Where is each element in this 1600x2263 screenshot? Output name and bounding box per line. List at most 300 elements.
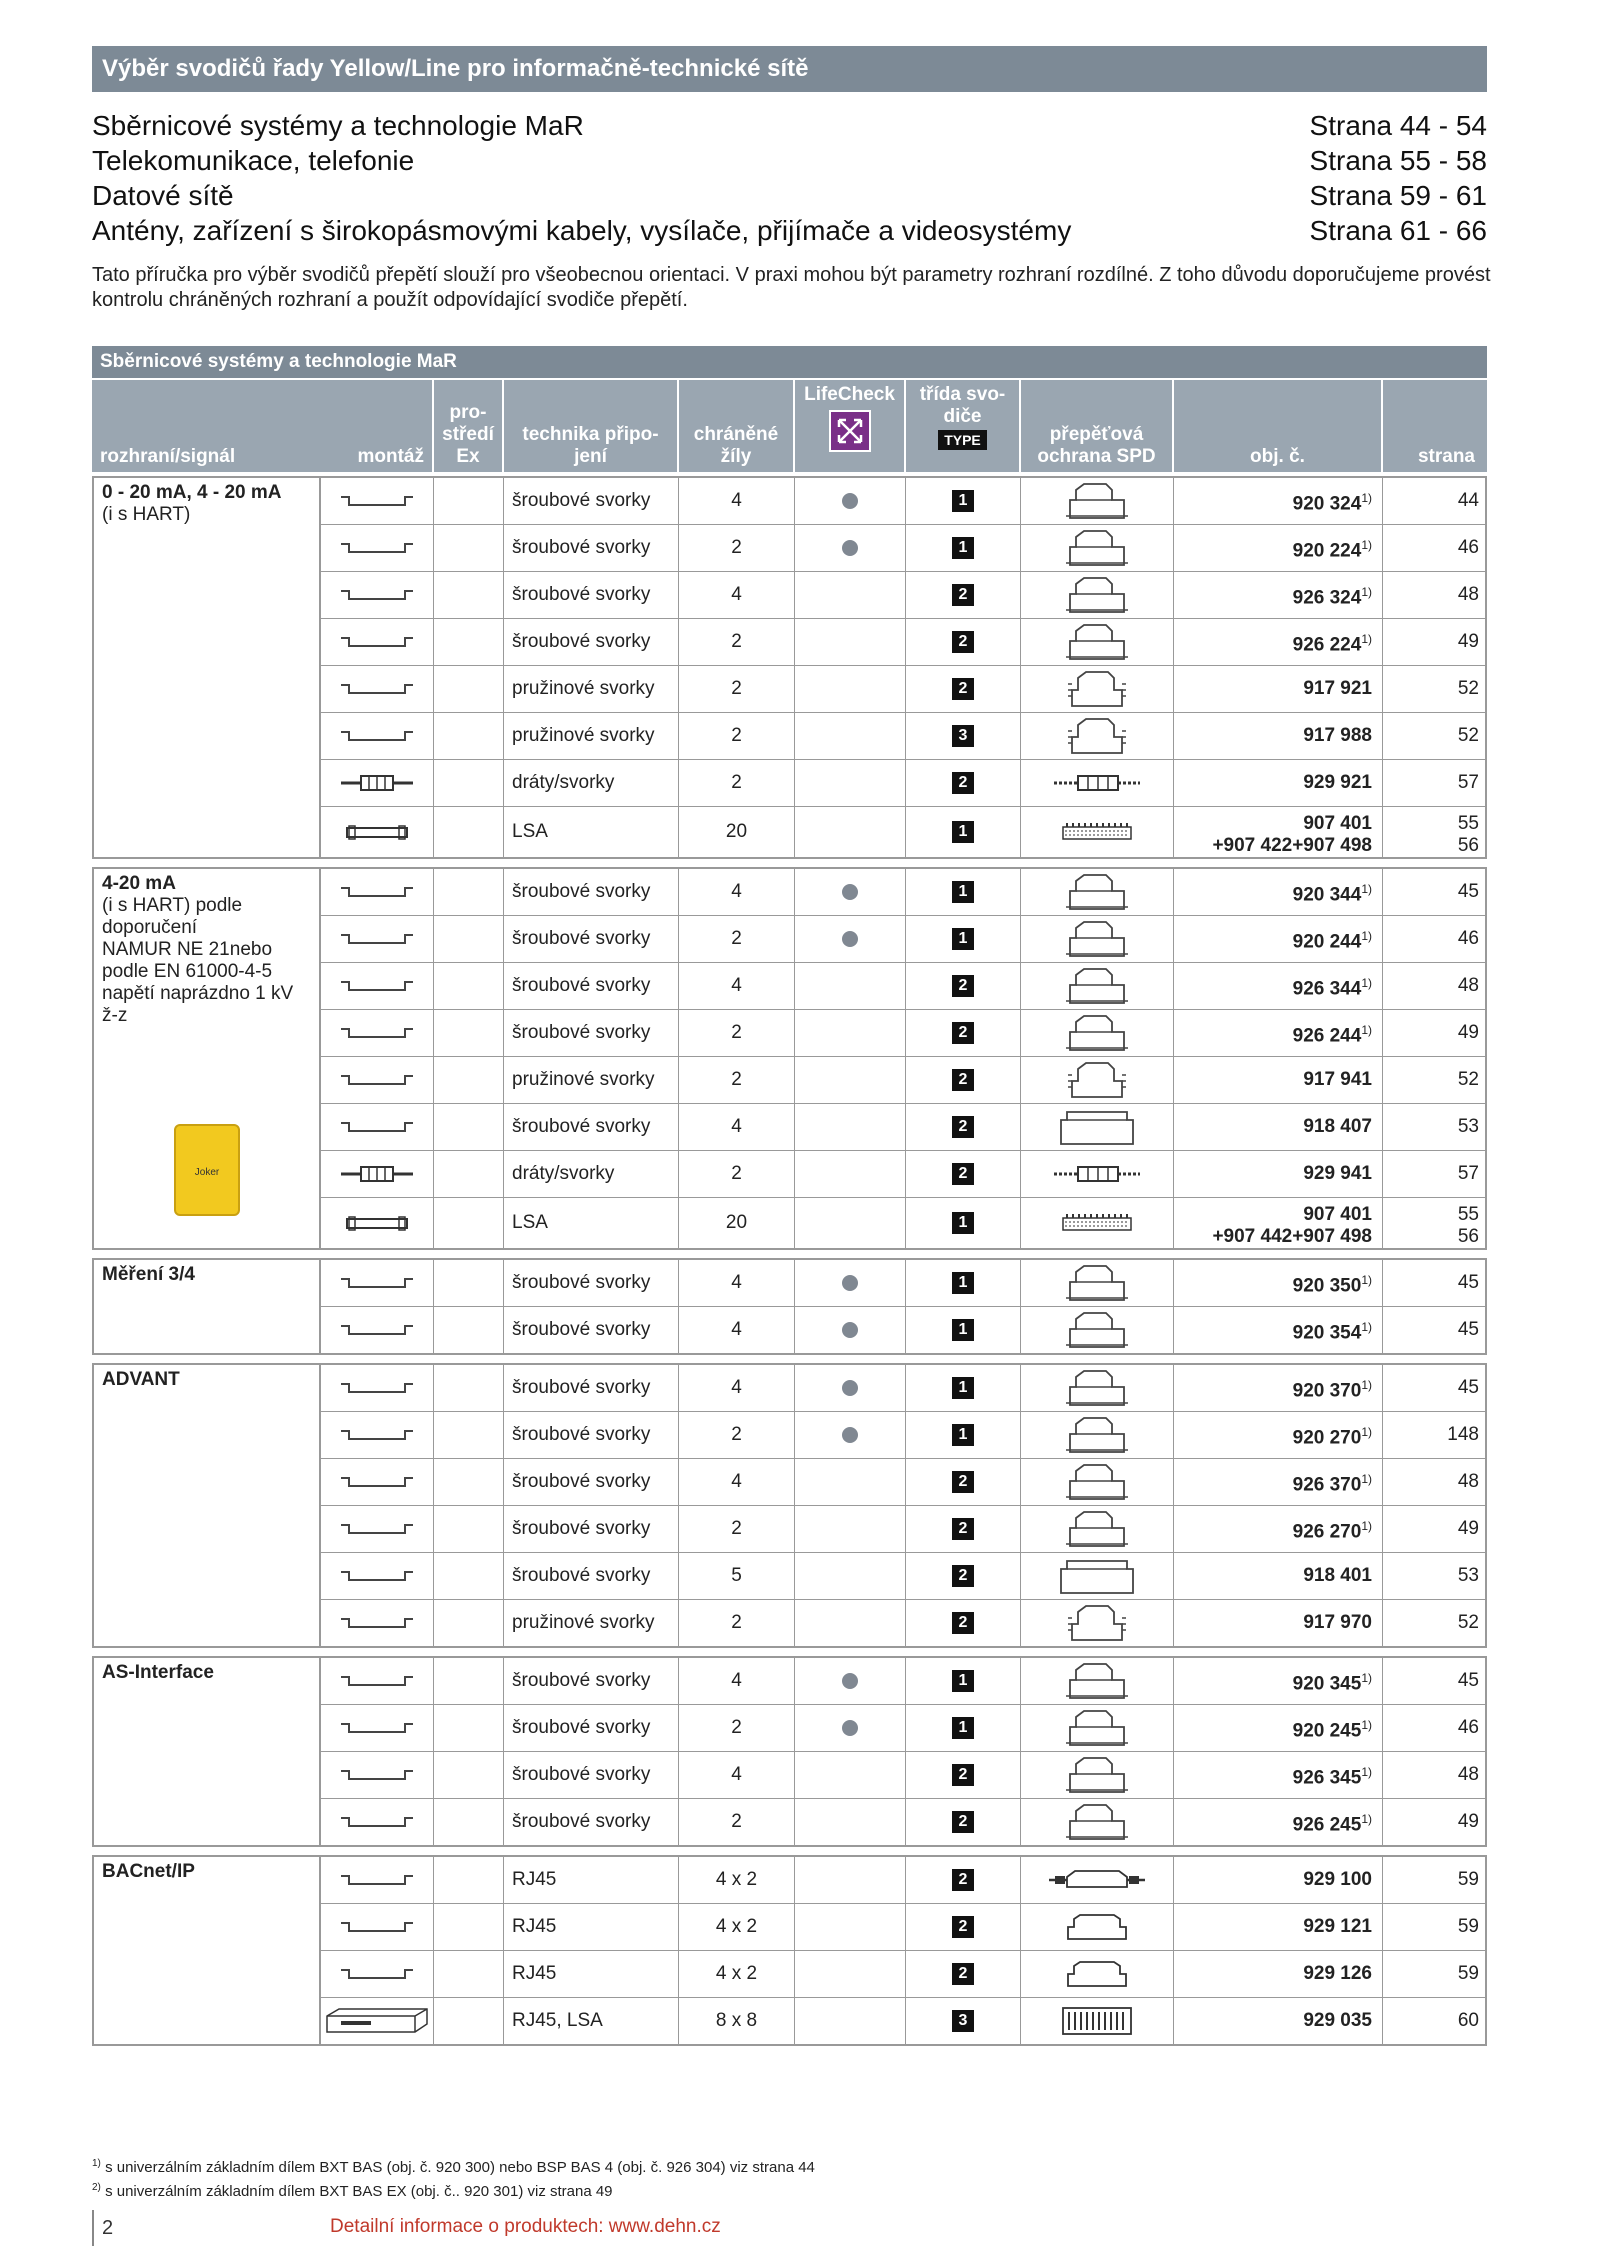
wires-cell: 4 [679,1365,795,1411]
class-cell [906,1752,1021,1798]
header-lifecheck: LifeCheck [793,380,904,472]
class-cell [906,525,1021,571]
class-cell [906,1412,1021,1458]
page-ref: 49 [1457,631,1479,652]
mounting-rail-icon [321,1010,434,1056]
article-footnote-mark: 1) [1361,1471,1372,1486]
wires-cell: 2 [679,666,795,712]
page-cell [1383,1365,1485,1411]
article-cell [1174,1412,1383,1458]
header-class: třída svo- diče TYPE [904,380,1019,472]
group-label [94,1857,321,2044]
class-badge: 2 [952,975,974,997]
article-cell [1174,869,1383,915]
wires-cell: 4 [679,572,795,618]
article-number: 929 100 [1303,1869,1372,1890]
article-number: 926 270 [1292,1521,1362,1543]
toc-pages: Strana 44 - 54 [1309,110,1487,141]
page-cell [1383,1998,1485,2044]
header-technique: technika připo- jení [502,380,677,472]
article-number: 929 126 [1303,1963,1372,1984]
lifecheck-dot-icon [842,1720,858,1736]
page-ref: 52 [1457,725,1479,746]
page-cell [1383,869,1485,915]
table-row [321,1752,1485,1799]
ex-cell [434,1658,504,1704]
class-badge: 2 [952,1116,974,1138]
spd-spring-icon [1021,666,1174,712]
wires-cell: 4 [679,1104,795,1150]
article-footnote-mark: 1) [1361,1670,1372,1685]
article-footnote-mark: 1) [1361,490,1372,505]
mounting-rail-icon [321,1553,434,1599]
page-cell [1383,1600,1485,1646]
lifecheck-cell [795,1104,906,1150]
mounting-rail-icon [321,713,434,759]
article-number: 920 350 [1292,1275,1362,1297]
article-number: 917 921 [1303,678,1372,699]
group-label-main: ADVANT [102,1369,180,1390]
page-cell [1383,666,1485,712]
article-cell [1174,1951,1383,1997]
table-row [321,916,1485,963]
table-row [321,713,1485,760]
wires-cell: 2 [679,916,795,962]
table-row [321,1151,1485,1198]
page-ref: 59 [1457,1916,1479,1937]
lifecheck-cell [795,916,906,962]
class-badge: 2 [952,1518,974,1540]
mounting-lsa-icon [321,1198,434,1248]
footnotes [92,2154,815,2202]
article-cell [1174,1010,1383,1056]
mounting-rail-icon [321,1600,434,1646]
table-group [92,1258,1487,1355]
article-number: 920 245 [1292,1720,1362,1742]
spd-blk-icon [1021,1658,1174,1704]
footnote-mark: 1) [92,2158,101,2169]
class-badge: 2 [952,1869,974,1891]
ex-cell [434,1459,504,1505]
page-ref: 45 [1457,1319,1479,1340]
technique-cell: šroubové svorky [504,1365,679,1411]
footnote [92,2178,815,2202]
article-number: 926 324 [1292,587,1362,609]
page-ref: 48 [1457,975,1479,996]
spd-blk-icon [1021,1307,1174,1353]
ex-cell [434,1998,504,2044]
class-cell [906,1600,1021,1646]
mounting-wire-icon [321,1151,434,1197]
page-cell [1383,1412,1485,1458]
article-number: 929 921 [1303,772,1372,793]
mounting-rail-icon [321,572,434,618]
technique-cell: pružinové svorky [504,713,679,759]
spd-blk-icon [1021,1799,1174,1845]
technique-cell: šroubové svorky [504,572,679,618]
spd-blk-icon [1021,478,1174,524]
class-cell [906,619,1021,665]
table-row [321,760,1485,807]
page-cell [1383,760,1485,806]
article-number: 920 244 [1292,931,1362,953]
spd-rjbox-icon [1021,1904,1174,1950]
table-group [92,1855,1487,2046]
article-number: 917 941 [1303,1069,1372,1090]
lifecheck-cell [795,1658,906,1704]
article-number-extra: +907 422+907 498 [1212,835,1372,856]
technique-cell: šroubové svorky [504,619,679,665]
class-badge: 2 [952,1069,974,1091]
group-label-main: 0 - 20 mA, 4 - 20 mA [102,482,282,503]
page-ref: 45 [1457,881,1479,902]
class-badge: 1 [952,1424,974,1446]
class-cell [906,807,1021,857]
lifecheck-cell [795,807,906,857]
class-cell [906,916,1021,962]
wires-cell: 2 [679,1600,795,1646]
article-cell [1174,1600,1383,1646]
page-cell [1383,1857,1485,1903]
article-cell [1174,807,1383,857]
article-number: 929 121 [1303,1916,1372,1937]
article-cell [1174,1506,1383,1552]
ex-cell [434,1151,504,1197]
spd-wide-icon [1021,1553,1174,1599]
spd-inline-icon [1021,760,1174,806]
mounting-rail-icon [321,1904,434,1950]
page-cell [1383,1010,1485,1056]
spd-blk-icon [1021,916,1174,962]
page-ref: 45 [1457,1272,1479,1293]
article-number: 926 244 [1292,1025,1362,1047]
class-badge: 2 [952,1612,974,1634]
article-cell [1174,572,1383,618]
mounting-rail-icon [321,1799,434,1845]
lifecheck-dot-icon [842,931,858,947]
wires-cell: 4 x 2 [679,1951,795,1997]
lifecheck-cell [795,1365,906,1411]
mounting-rail-icon [321,1951,434,1997]
technique-cell: šroubové svorky [504,1506,679,1552]
spd-blk-icon [1021,1705,1174,1751]
table-row [321,1658,1485,1705]
mounting-rail-icon [321,1057,434,1103]
class-badge: 2 [952,1811,974,1833]
type-badge: TYPE [938,430,987,450]
technique-cell: šroubové svorky [504,525,679,571]
lifecheck-dot-icon [842,1275,858,1291]
article-cell [1174,666,1383,712]
class-cell [906,572,1021,618]
table-row [321,1904,1485,1951]
class-badge: 1 [952,1377,974,1399]
ex-cell [434,1260,504,1306]
page-ref: 44 [1457,490,1479,511]
mounting-rail-icon [321,1459,434,1505]
page-ref: 52 [1457,678,1479,699]
article-cell [1174,525,1383,571]
article-cell [1174,1104,1383,1150]
article-cell [1174,916,1383,962]
toc-label: Antény, zařízení s širokopásmovými kabely, vysílače, přijímače a videosystémy [92,215,1072,246]
mounting-rail-icon [321,619,434,665]
article-cell [1174,1553,1383,1599]
article-footnote-mark: 1) [1361,1424,1372,1439]
article-cell [1174,1459,1383,1505]
spd-blk-icon [1021,1010,1174,1056]
table-row [321,1412,1485,1459]
ex-cell [434,1799,504,1845]
lifecheck-cell [795,666,906,712]
table-row [321,1010,1485,1057]
wires-cell: 4 [679,963,795,1009]
lifecheck-cell [795,1307,906,1353]
page-cell [1383,1307,1485,1353]
ex-cell [434,525,504,571]
lifecheck-cell [795,1705,906,1751]
article-cell [1174,1365,1383,1411]
ex-cell [434,1904,504,1950]
lifecheck-cell [795,1506,906,1552]
page-cell [1383,1799,1485,1845]
page-ref: 46 [1457,1717,1479,1738]
mounting-rail-icon [321,1260,434,1306]
class-badge: 2 [952,1916,974,1938]
spd-rj-icon [1021,1857,1174,1903]
article-footnote-mark: 1) [1361,1319,1372,1334]
article-footnote-mark: 1) [1361,1764,1372,1779]
mounting-rail-icon [321,1412,434,1458]
spd-patch-icon [1021,1998,1174,2044]
ex-cell [434,666,504,712]
class-cell [906,1658,1021,1704]
wires-cell: 8 x 8 [679,1998,795,2044]
footnote-text: s univerzálním základním dílem BXT BAS (obj. č. 920 300) nebo BSP BAS 4 (obj. č. 926 304) viz strana 44 [105,2159,815,2176]
technique-cell: šroubové svorky [504,1104,679,1150]
lifecheck-cell [795,1857,906,1903]
lifecheck-cell [795,1459,906,1505]
lifecheck-dot-icon [842,1322,858,1338]
class-cell [906,1553,1021,1599]
article-number: 920 324 [1292,493,1362,515]
class-badge: 2 [952,1764,974,1786]
wires-cell: 4 [679,1260,795,1306]
ex-cell [434,478,504,524]
wires-cell: 4 x 2 [679,1904,795,1950]
footer-link[interactable]: Detailní informace o produktech: www.dehn.cz [330,2216,721,2237]
mounting-rail-icon [321,1365,434,1411]
lifecheck-dot-icon [842,1427,858,1443]
mounting-rail-icon [321,1705,434,1751]
ex-cell [434,916,504,962]
spd-wide-icon [1021,1104,1174,1150]
table-row [321,1104,1485,1151]
page-cell [1383,1198,1485,1248]
page-number: 2 [92,2210,113,2246]
lifecheck-cell [795,1412,906,1458]
page-ref: 55 [1457,813,1479,834]
ex-cell [434,1752,504,1798]
toc-label: Datové sítě [92,180,234,211]
technique-cell: šroubové svorky [504,1658,679,1704]
lifecheck-cell [795,619,906,665]
class-cell [906,1365,1021,1411]
spd-lsa-icon [1021,807,1174,857]
class-cell [906,1857,1021,1903]
page-ref: 55 [1457,1204,1479,1225]
article-cell [1174,713,1383,759]
table-row [321,1260,1485,1307]
class-cell [906,760,1021,806]
page-ref: 45 [1457,1377,1479,1398]
page-ref: 57 [1457,1163,1479,1184]
ex-cell [434,869,504,915]
table-row [321,1198,1485,1248]
table-header [92,378,1487,472]
mounting-rail-icon [321,525,434,571]
page-cell [1383,572,1485,618]
class-cell [906,1104,1021,1150]
page-ref: 46 [1457,537,1479,558]
page-ref: 53 [1457,1565,1479,1586]
lifecheck-cell [795,713,906,759]
table-row [321,807,1485,857]
article-footnote-mark: 1) [1361,928,1372,943]
ex-cell [434,1951,504,1997]
ex-cell [434,619,504,665]
page-cell [1383,478,1485,524]
lifecheck-dot-icon [842,540,858,556]
class-cell [906,1198,1021,1248]
class-cell [906,1904,1021,1950]
article-number: 920 224 [1292,540,1362,562]
article-footnote-mark: 1) [1361,631,1372,646]
table-row [321,1799,1485,1845]
page-ref-extra: 56 [1457,835,1479,856]
group-label-detail: (i s HART) [102,504,191,525]
class-badge: 1 [952,928,974,950]
lifecheck-cell [795,1904,906,1950]
table-row [321,1506,1485,1553]
page-cell [1383,807,1485,857]
technique-cell: šroubové svorky [504,1260,679,1306]
article-cell [1174,963,1383,1009]
page-ref: 49 [1457,1518,1479,1539]
class-badge: 2 [952,772,974,794]
technique-cell: šroubové svorky [504,1459,679,1505]
lifecheck-dot-icon [842,884,858,900]
wires-cell: 20 [679,1198,795,1248]
article-number: 926 344 [1292,978,1362,1000]
group-label-main: 4-20 mA [102,873,176,894]
technique-cell: šroubové svorky [504,916,679,962]
spd-blk-icon [1021,1752,1174,1798]
table-group [92,1363,1487,1648]
wires-cell: 4 [679,478,795,524]
article-cell [1174,1658,1383,1704]
spd-rjbox-icon [1021,1951,1174,1997]
ex-cell [434,1104,504,1150]
header-wires: chráněné žíly [677,380,793,472]
technique-cell: šroubové svorky [504,1010,679,1056]
class-badge: 2 [952,1963,974,1985]
technique-cell: pružinové svorky [504,1057,679,1103]
lifecheck-cell [795,1951,906,1997]
wires-cell: 2 [679,1506,795,1552]
page-ref: 49 [1457,1811,1479,1832]
mounting-rail-icon [321,1752,434,1798]
page-cell [1383,1459,1485,1505]
article-number: 929 035 [1303,2010,1372,2031]
page-cell [1383,1260,1485,1306]
toc-label: Sběrnicové systémy a technologie MaR [92,110,584,141]
article-cell [1174,1904,1383,1950]
spd-blk-icon [1021,619,1174,665]
table-row [321,1307,1485,1353]
ex-cell [434,1506,504,1552]
wires-cell: 2 [679,619,795,665]
spd-spring-icon [1021,713,1174,759]
wires-cell: 2 [679,1151,795,1197]
page-ref-extra: 56 [1457,1226,1479,1247]
wires-cell: 4 [679,869,795,915]
class-cell [906,1459,1021,1505]
table-row [321,572,1485,619]
page-cell [1383,1553,1485,1599]
joker-badge-image: Joker [174,1124,240,1216]
class-cell [906,1705,1021,1751]
page-ref: 148 [1447,1424,1479,1445]
wires-cell: 5 [679,1553,795,1599]
wires-cell: 2 [679,1010,795,1056]
class-badge: 2 [952,1163,974,1185]
mounting-wire-icon [321,760,434,806]
wires-cell: 2 [679,1057,795,1103]
class-badge: 2 [952,678,974,700]
class-badge: 2 [952,1565,974,1587]
spd-spring-icon [1021,1600,1174,1646]
technique-cell: LSA [504,807,679,857]
mounting-rail-icon [321,478,434,524]
table-row [321,1857,1485,1904]
page-ref: 46 [1457,928,1479,949]
table-row [321,666,1485,713]
ex-cell [434,1553,504,1599]
article-cell [1174,1799,1383,1845]
table-group [92,867,1487,1250]
article-cell [1174,1260,1383,1306]
table-row [321,1998,1485,2044]
article-cell [1174,1057,1383,1103]
footnote-text: s univerzálním základním dílem BXT BAS EX (obj. č.. 920 301) viz strana 49 [105,2183,613,2200]
wires-cell: 20 [679,807,795,857]
lifecheck-cell [795,1010,906,1056]
toc-row [92,108,1487,143]
lifecheck-cell [795,1600,906,1646]
lifecheck-cell [795,963,906,1009]
wires-cell: 2 [679,713,795,759]
article-footnote-mark: 1) [1361,584,1372,599]
article-number: 926 370 [1292,1474,1362,1496]
ex-cell [434,713,504,759]
lifecheck-cell [795,1799,906,1845]
article-footnote-mark: 1) [1361,1811,1372,1826]
page-ref: 52 [1457,1069,1479,1090]
toc-row [92,213,1487,248]
spd-blk-icon [1021,963,1174,1009]
ex-cell [434,1307,504,1353]
